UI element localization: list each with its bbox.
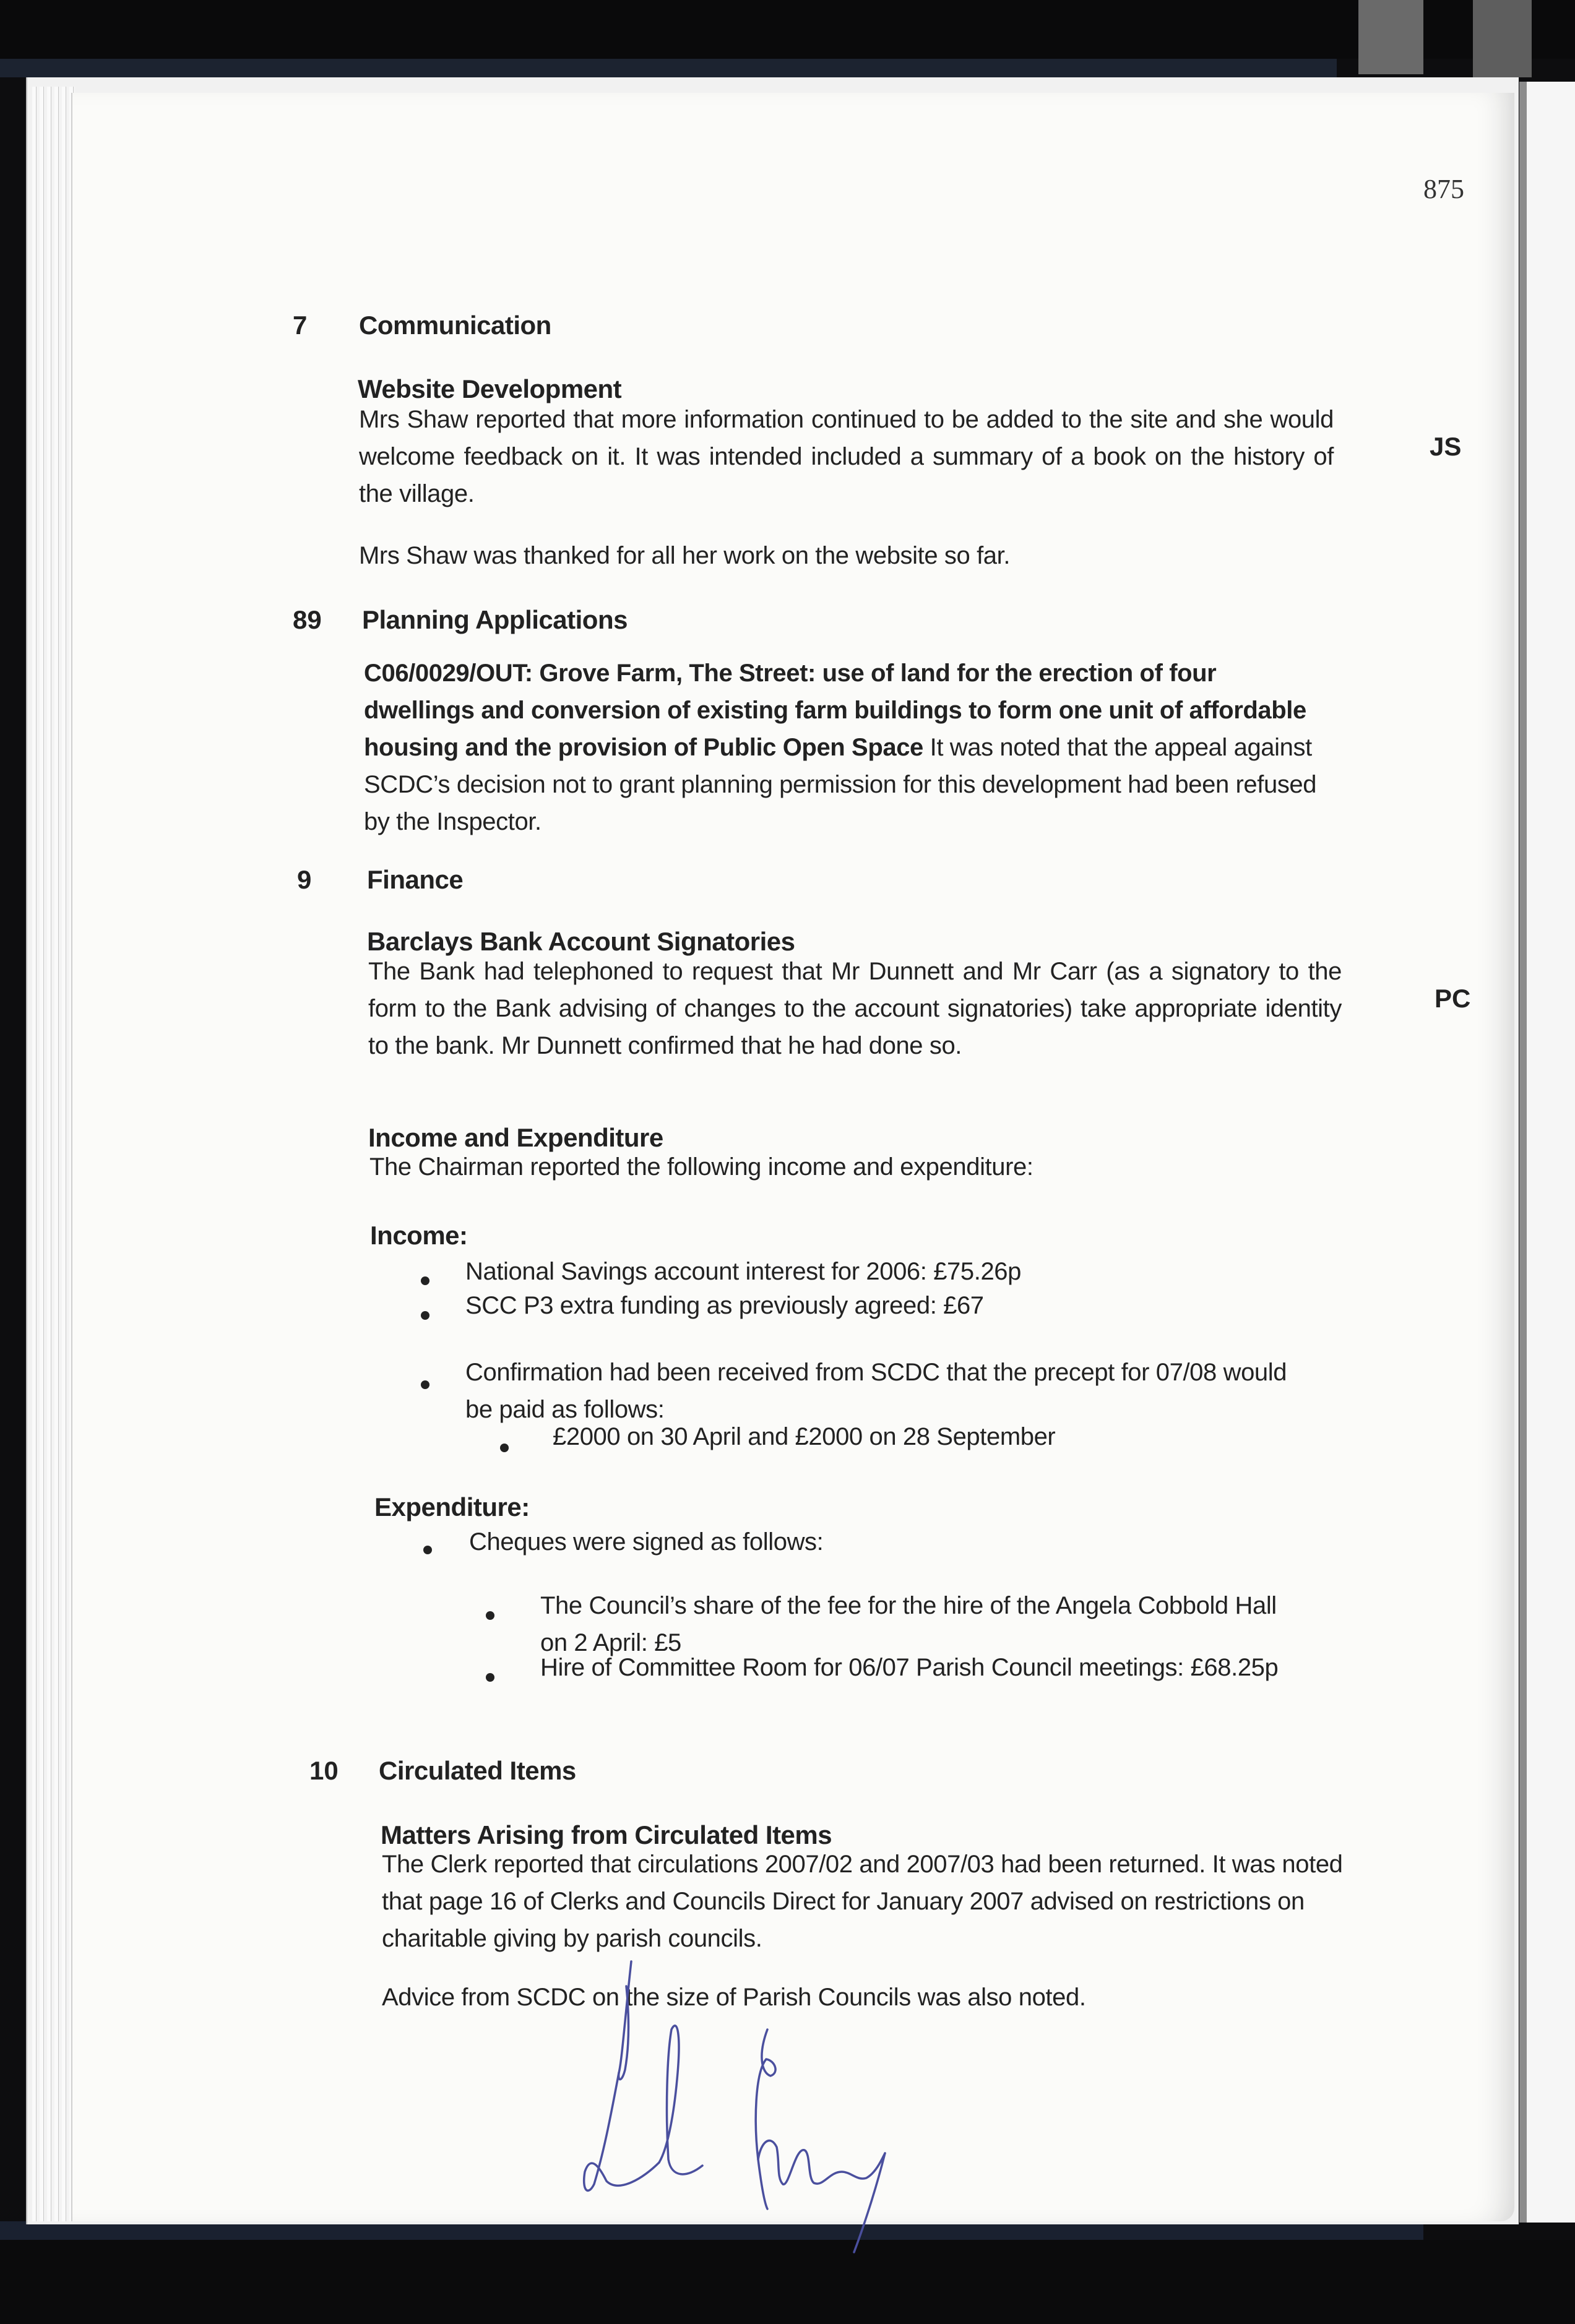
list-item: Hire of Committee Room for 06/07 Parish Council meetings: £68.25p — [540, 1654, 1279, 1681]
handwritten-signature — [557, 1949, 1176, 2258]
signature-stroke — [584, 2073, 659, 2190]
signature-stroke — [619, 1961, 631, 2080]
section-number: 7 — [293, 311, 308, 340]
section-heading: Planning Applications — [362, 605, 628, 634]
section-heading: Circulated Items — [379, 1756, 576, 1785]
facing-page-edge — [1519, 82, 1575, 2223]
income-label: Income: — [370, 1221, 468, 1250]
bookmark-ribbon — [1358, 0, 1423, 74]
list-item: Cheques were signed as follows: — [469, 1528, 824, 1556]
bullet-icon — [423, 1546, 432, 1554]
list-item: The Council’s share of the fee for the hire of the Angela Cobbold Hall on 2 April: £5 — [540, 1592, 1277, 1656]
section-number: 89 — [293, 605, 322, 634]
signature-stroke — [854, 2153, 885, 2252]
bullet-icon — [486, 1611, 494, 1620]
book-binding-top — [0, 59, 1337, 77]
list-item: National Savings account interest for 2006: £75.26p — [465, 1258, 1021, 1285]
bullet-icon — [500, 1444, 509, 1452]
signature-stroke — [659, 2026, 702, 2174]
bookmark-ribbon — [1473, 0, 1532, 77]
section-number: 10 — [309, 1756, 339, 1785]
paragraph: The Chairman reported the following income and expenditure: — [369, 1153, 1033, 1181]
paragraph: Mrs Shaw was thanked for all her work on the website so far. — [359, 542, 1011, 569]
expenditure-label: Expenditure: — [374, 1492, 530, 1521]
bullet-icon — [421, 1311, 429, 1320]
section-number: 9 — [297, 865, 312, 894]
action-initials: JS — [1430, 432, 1462, 461]
list-item: SCC P3 extra funding as previously agreed: £67 — [465, 1292, 984, 1319]
scan-background-top — [0, 0, 1575, 59]
signature-stroke — [758, 2141, 885, 2185]
subsection-heading: Matters Arising from Circulated Items — [381, 1820, 832, 1849]
bullet-icon — [421, 1380, 429, 1389]
page-stack-edges — [32, 87, 76, 2221]
list-item: £2000 on 30 April and £2000 on 28 September — [553, 1423, 1056, 1450]
section-heading: Finance — [367, 865, 464, 894]
page-number: 875 — [1423, 174, 1464, 204]
application-text: It was noted that the appeal against SCDC’s decision not to grant planning permission for this development had been refused by the Inspector. — [364, 734, 1317, 835]
subsection-heading: Barclays Bank Account Signatories — [367, 927, 795, 956]
signature-stroke — [756, 2029, 775, 2209]
bullet-icon — [486, 1673, 494, 1682]
application-title: C06/0029/OUT: Grove Farm, The Street: use of land for the erection of four dwellings and conversion of existing farm buildings to form one unit of affordable housing and the provision of Public Open Space — [364, 660, 1306, 761]
subsection-heading: Income and Expenditure — [368, 1123, 663, 1152]
paragraph: Advice from SCDC on the size of Parish Councils was also noted. — [382, 1984, 1086, 2011]
section-heading: Communication — [359, 311, 551, 340]
action-initials: PC — [1435, 984, 1471, 1013]
subsection-heading: Website Development — [358, 374, 622, 403]
paragraph — [364, 655, 1317, 840]
bullet-icon — [421, 1276, 429, 1285]
paragraph: Mrs Shaw reported that more information continued to be added to the site and she would welcome feedback on it. It was intended included a summary of a book on the history of the village. — [359, 406, 1334, 507]
paragraph: The Bank had telephoned to request that Mr Dunnett and Mr Carr (as a signatory to the form to the Bank advising of changes to the account signatories) take appropriate identity to the bank. Mr Dunnett confirmed that he had done so. — [368, 958, 1342, 1059]
list-item: Confirmation had been received from SCDC that the precept for 07/08 would be paid as follows: — [465, 1359, 1287, 1423]
paragraph: The Clerk reported that circulations 2007/02 and 2007/03 had been returned. It was noted that page 16 of Clerks and Councils Direct for January 2007 advised on restrictions on charitable giving by parish councils. — [382, 1851, 1343, 1952]
